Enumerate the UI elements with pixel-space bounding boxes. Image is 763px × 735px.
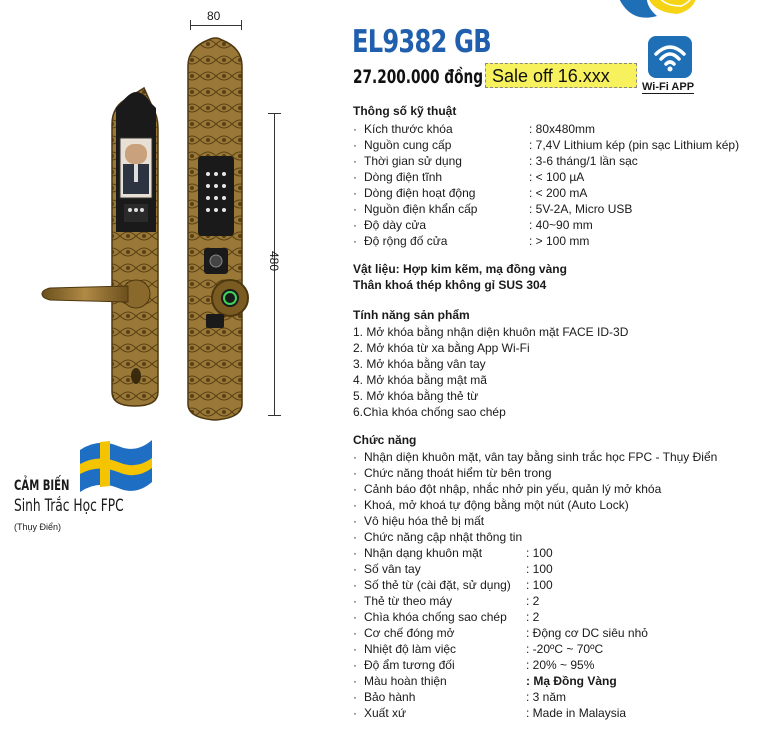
width-dimension-line [190, 25, 242, 26]
specs-title: Thông số kỹ thuật [353, 104, 457, 118]
feature-item: 6.Chìa khóa chống sao chép [353, 405, 506, 419]
function-row: · Số thẻ từ (cài đặt, sử dụng) : 100 [353, 578, 553, 592]
material-line-1: Vật liệu: Hợp kim kẽm, mạ đồng vàng [353, 262, 567, 276]
function-row: · Cơ chế đóng mở : Động cơ DC siêu nhỏ [353, 626, 648, 640]
function-item: · Chức năng thoát hiểm từ bên trong [353, 466, 552, 480]
feature-item: 3. Mở khóa bằng vân tay [353, 357, 486, 371]
function-row: · Số vân tay : 100 [353, 562, 553, 576]
sale-off-badge: Sale off 16.xxx [485, 63, 637, 88]
function-item: · Cảnh báo đột nhập, nhắc nhở pin yếu, quản lý mở khóa [353, 482, 662, 496]
wifi-icon [648, 36, 692, 78]
functions-list [353, 449, 758, 721]
spec-row: · Dòng điện tĩnh : < 100 µA [353, 170, 585, 184]
function-row: · Bảo hành : 3 năm [353, 690, 567, 704]
width-dimension-tick-left [190, 20, 191, 30]
feature-item: 5. Mở khóa bằng thẻ từ [353, 389, 479, 403]
spec-row: · Dòng điện hoạt động : < 200 mA [353, 186, 588, 200]
width-dimension-tick-right [241, 20, 242, 30]
features-list [353, 324, 628, 420]
feature-item: 4. Mở khóa bằng mật mã [353, 373, 487, 387]
product-model: EL9382 GB [352, 24, 491, 60]
spec-row: · Nguồn điện khẩn cấp : 5V-2A, Micro USB [353, 202, 633, 216]
sensor-origin: (Thụy Điển) [14, 522, 62, 532]
spec-row: · Kích thước khóa : 80x480mm [353, 122, 596, 136]
material-line-2: Thân khoá thép không gỉ SUS 304 [353, 278, 547, 292]
product-price: 27.200.000 đồng [353, 66, 484, 88]
functions-title: Chức năng [353, 433, 417, 447]
door-lock-image [40, 36, 265, 426]
specs-list [353, 121, 758, 249]
function-item: · Chức năng cập nhật thông tin [353, 530, 523, 544]
function-row: · Xuất xứ : Made in Malaysia [353, 706, 627, 720]
function-item: · Khoá, mở khoá tự động bằng một nút (Auto Lock) [353, 498, 629, 512]
function-item: · Vô hiệu hóa thẻ bị mất [353, 514, 485, 528]
function-row: · Chìa khóa chống sao chép : 2 [353, 610, 540, 624]
spec-row: · Thời gian sử dụng : 3-6 tháng/1 lần sạc [353, 154, 638, 168]
spec-row: · Nguồn cung cấp : 7,4V Lithium kép (pin sạc Lithium kép) [353, 138, 740, 152]
features-title: Tính năng sản phẩm [353, 308, 470, 322]
width-dimension-label: 80 [207, 9, 221, 23]
sensor-title: CẢM BIẾN [14, 478, 70, 494]
feature-item: 2. Mở khóa từ xa bằng App Wi-Fi [353, 341, 530, 355]
wifi-app-label: Wi-Fi APP [642, 81, 695, 93]
function-row: · Nhiệt độ làm việc : -20ºC ~ 70ºC [353, 642, 604, 656]
spec-row: · Độ rộng đố cửa : > 100 mm [353, 234, 590, 248]
function-row: · Nhận dạng khuôn mặt : 100 [353, 546, 553, 560]
function-row: · Màu hoàn thiện : Mạ Đồng Vàng [353, 674, 617, 688]
sensor-subtitle: Sinh Trắc Học FPC [14, 496, 124, 516]
function-item: · Nhận diện khuôn mặt, vân tay bằng sinh trắc học FPC - Thụy Điển [353, 450, 718, 464]
function-row: · Thẻ từ theo máy : 2 [353, 594, 540, 608]
spec-row: · Độ dày cửa : 40~90 mm [353, 218, 593, 232]
sweden-flag-icon [78, 436, 154, 498]
feature-item: 1. Mở khóa bằng nhận diện khuôn mặt FACE ID-3D [353, 325, 629, 339]
corner-decoration [617, 0, 697, 26]
function-row: · Độ ẩm tương đối : 20% ~ 95% [353, 658, 595, 672]
height-dimension-tick-bottom [268, 415, 281, 416]
height-dimension-label: 480 [267, 250, 282, 272]
height-dimension-tick-top [268, 113, 281, 114]
